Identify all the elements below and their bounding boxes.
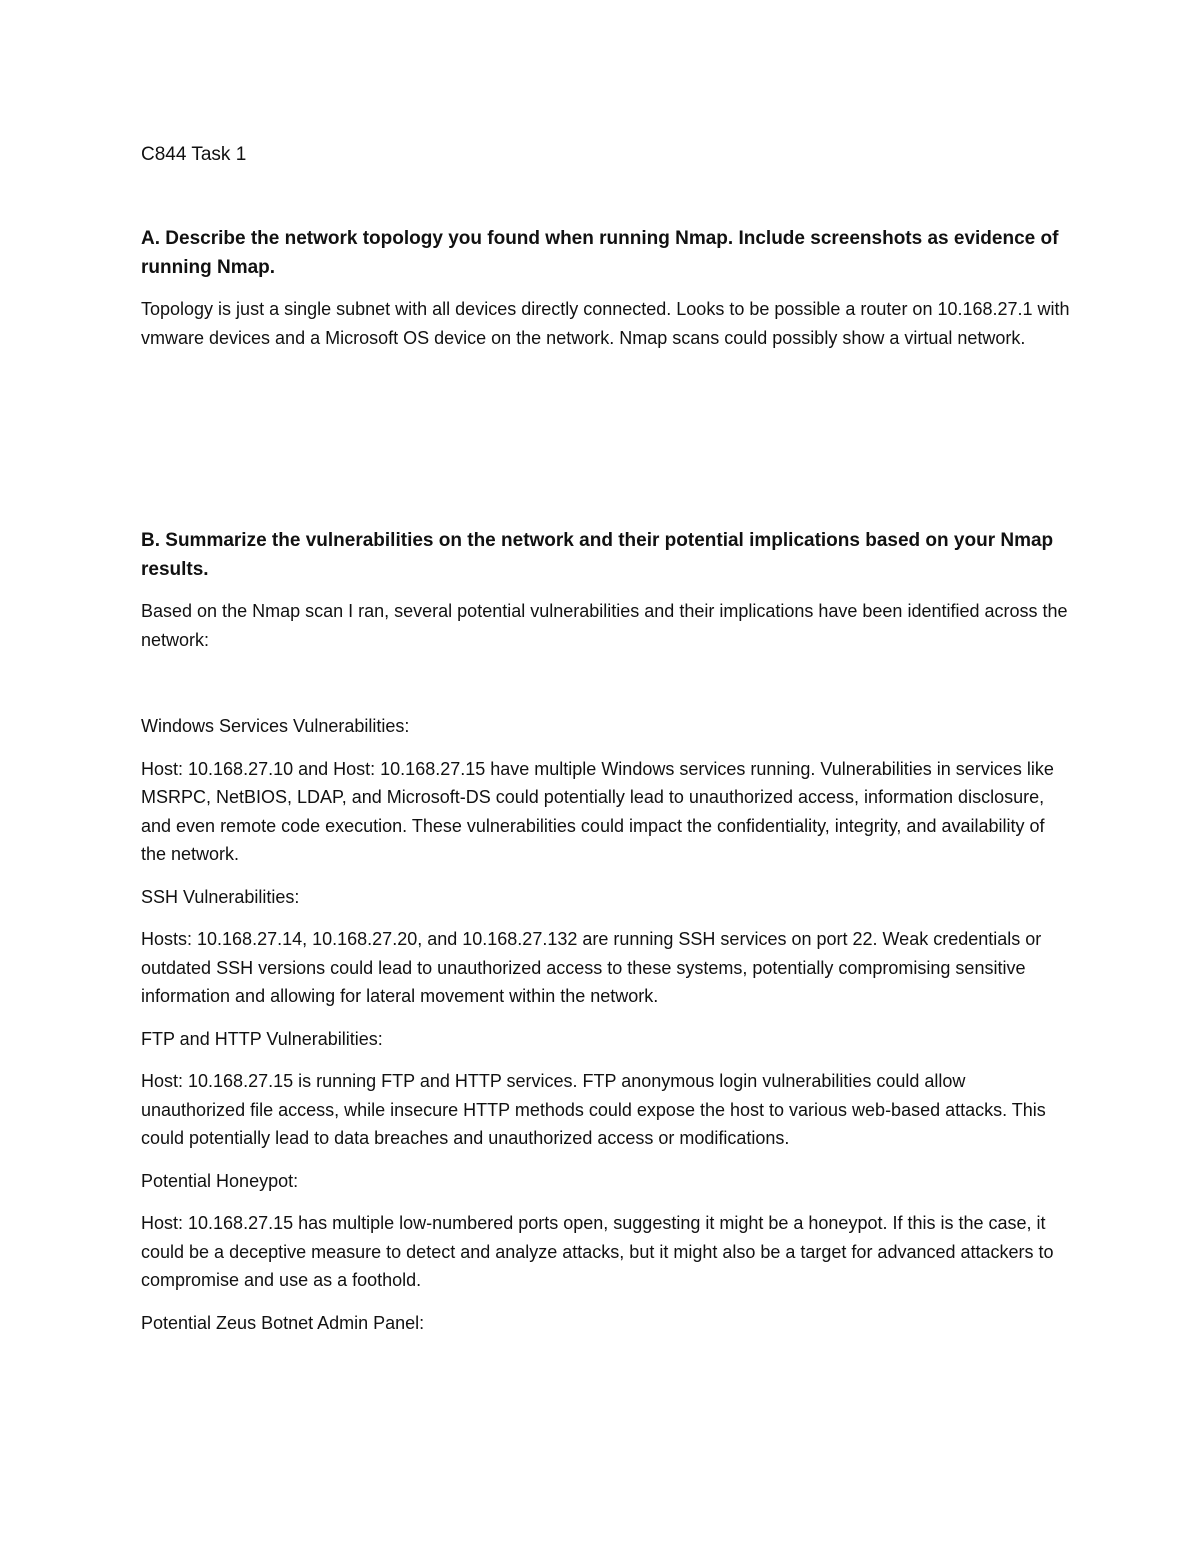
vulnerability-text-ssh: Hosts: 10.168.27.14, 10.168.27.20, and 10.168.27.132 are running SSH services on port 22. Weak credentials or outdated SSH versions could lead to unauthorized access to these systems, potentially compromising sensitive information and allowing for lateral movement within the network. [141, 929, 1042, 1006]
document-title: C844 Task 1 [141, 144, 247, 165]
vulnerability-text-windows: Host: 10.168.27.10 and Host: 10.168.27.15 have multiple Windows services running. Vulnerabilities in services like MSRPC, NetBIOS, LDAP, and Microsoft-DS could potentially lead to unauthorized access, information disclosure, and even remote code execution. These vulnerabilities could impact the confidentiality, integrity, and availability of the network. [141, 758, 1054, 864]
section-b-question: B. Summarize the vulnerabilities on the network and their potential implications based on your Nmap results. [141, 530, 1054, 580]
document-body [141, 142, 1071, 1351]
spacer [141, 366, 1071, 526]
spacer [141, 668, 1071, 712]
vulnerability-text-ftp-http: Host: 10.168.27.15 is running FTP and HTTP services. FTP anonymous login vulnerabilities could allow unauthorized file access, while insecure HTTP methods could expose the host to various web-based attacks. This could potentially lead to data breaches and unauthorized access or modifications. [141, 1071, 1046, 1148]
vulnerability-label-ssh: SSH Vulnerabilities: [141, 886, 300, 907]
section-b-intro: Based on the Nmap scan I ran, several potential vulnerabilities and their implications have been identified across the network: [141, 601, 1068, 650]
section-a-answer: Topology is just a single subnet with all devices directly connected. Looks to be possible a router on 10.168.27.1 with vmware devices and a Microsoft OS device on the network. Nmap scans could possibly show a virtual network. [141, 299, 1070, 348]
vulnerability-label-honeypot: Potential Honeypot: [141, 1170, 299, 1191]
vulnerability-label-windows: Windows Services Vulnerabilities: [141, 716, 410, 736]
vulnerability-text-honeypot: Host: 10.168.27.15 has multiple low-numbered ports open, suggesting it might be a honeypot. If this is the case, it could be a deceptive measure to detect and analyze attacks, but it might also be a target for advanced attackers to compromise and use as a foothold. [141, 1213, 1054, 1290]
vulnerability-label-zeus: Potential Zeus Botnet Admin Panel: [141, 1312, 425, 1333]
vulnerability-label-ftp-http: FTP and HTTP Vulnerabilities: [141, 1028, 383, 1049]
section-a-question: A. Describe the network topology you found when running Nmap. Include screenshots as evidence of running Nmap. [141, 228, 1059, 278]
